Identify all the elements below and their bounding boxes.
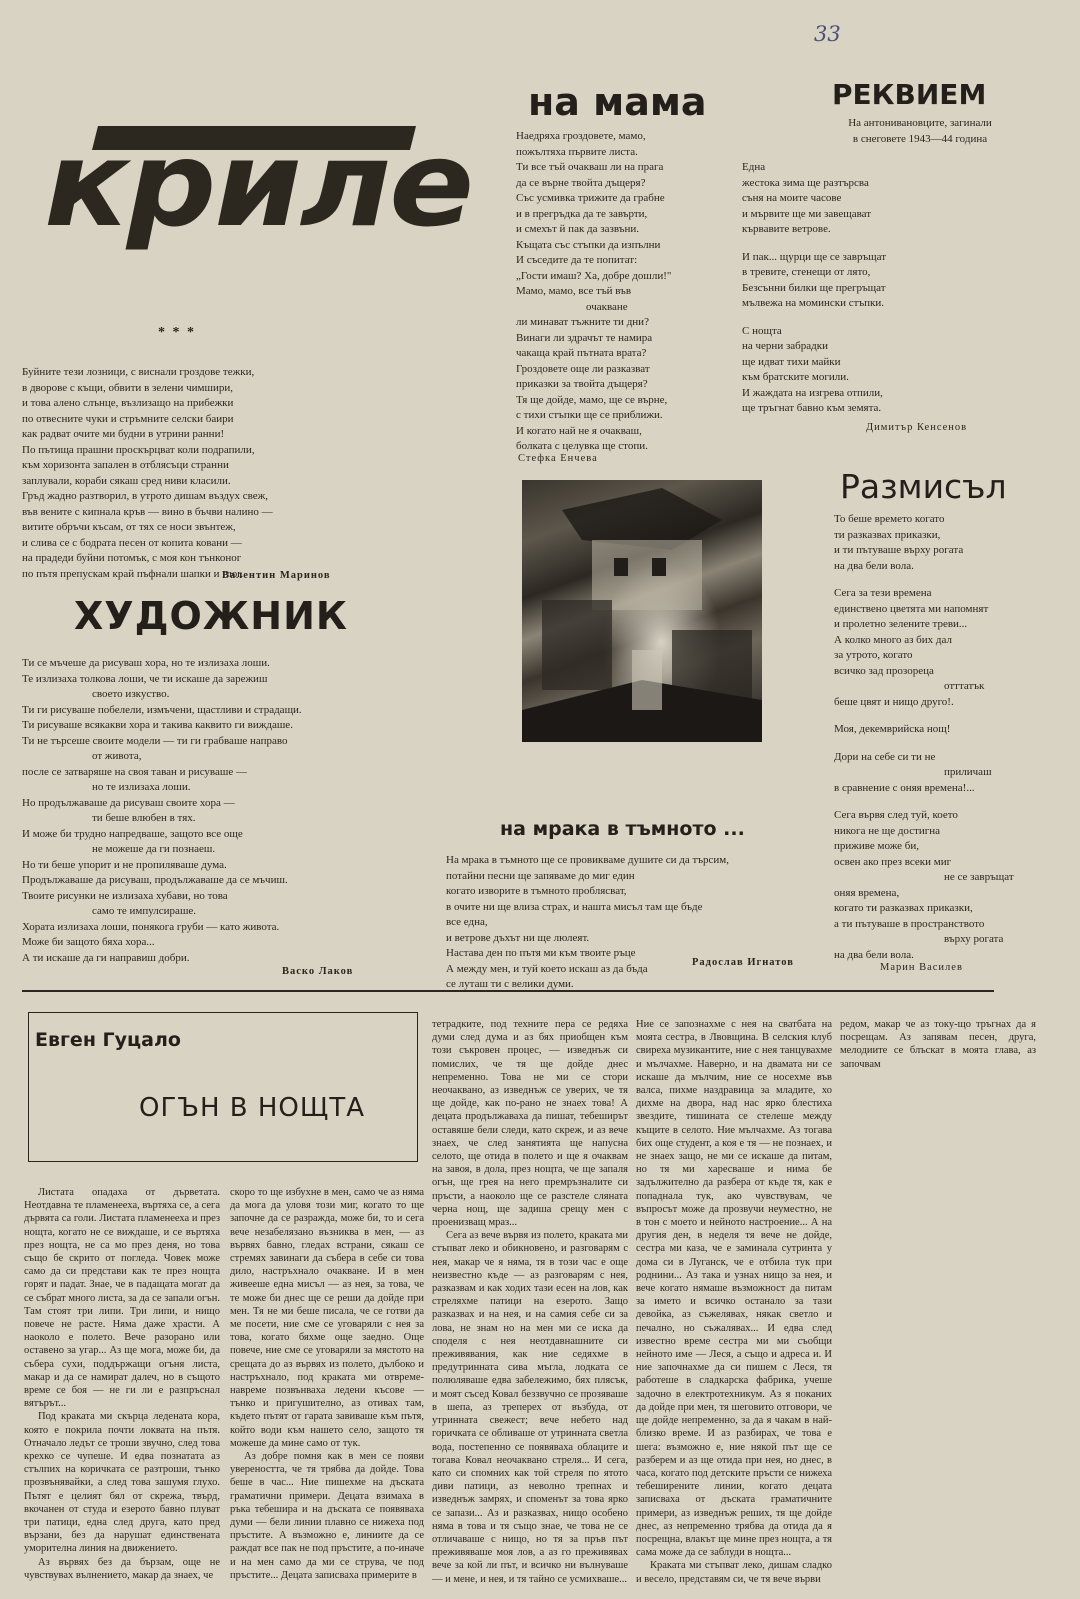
poem-line: То беше времето когато: [834, 513, 945, 525]
poem-line: Хората излизаха лоши, понякога груби — като живота.: [22, 920, 280, 933]
poem-line: и мървите ще ми завещават: [742, 207, 872, 220]
poem-line: и ветрове дъхът ни ще люлеят.: [446, 931, 590, 944]
poem-line: ти разказвах приказки,: [834, 528, 941, 541]
dedication-line: На антонивановците, загинали: [848, 117, 992, 129]
poem-line: Настава ден по пътя ми към твоите ръце: [446, 947, 636, 959]
poem-line: Със усмивка трижите да грабне: [516, 192, 665, 204]
author-marinov: Валентин Маринов: [222, 570, 331, 581]
poem-line: не можеше да ги познаеш.: [92, 843, 216, 855]
poem-line: А между мен, и туй което искаш аз да бъда: [446, 962, 648, 975]
story-column-3: [432, 1018, 628, 1588]
page-number: 33: [814, 22, 841, 46]
photo-house-icon: [522, 480, 762, 742]
poem-line: Наедряха гроздовете, мамо,: [516, 130, 646, 142]
poem-line: във вените с кипнала кръв — вино в бъчви налино —: [22, 505, 273, 518]
story-paragraph: скоро то ще избухне в мен, само че аз няма да мога да уловя този миг, когато то ще започне да се разражда, може би, то и сега вече незабелязано възниква в мен, — аз вървях бавно, гледах встрани, сякаш се стремях завинаги да събера в себе си това дило, настръхнало очакване. И в мен живееше една мисъл — аз нея, за това, че те може би днес ще се реши да дойде при мен. Тя не ми беше писала, че се готви да ме посети, ние сме се уговаряли с нея за това, когато бяхме още заедно. Още повече, ние сме се уговаряли за мястото на срещата до аз вървях из полето, дълбоко и настръхнало, под краката ми отвреме-навреме позвънваха ледени късове — тънко и пригушително, аз отивах там, където пътят от гарата завиваше към пътя, който води към нашето село, защото тя можеше да мине само от тук.: [230, 1187, 424, 1449]
section-divider: [22, 990, 994, 992]
poem-line: върху рогата: [944, 933, 1004, 945]
poem-line: Твоите рисунки не излизаха хубави, но това: [22, 889, 228, 902]
poem-line: само те импулсираше.: [92, 905, 197, 917]
poem-line: И когато най не я очакваш,: [516, 424, 642, 437]
poem-rekviem: [742, 160, 982, 417]
poem-line: в тревите, стенещи от лято,: [742, 266, 871, 278]
poem-line: Ти рисуваше всякакви хора и такива каквито ги виждаше.: [22, 719, 293, 731]
poem-line: в очите ни ще влиза страх, и нашта мисъл там ще бъде: [446, 900, 703, 913]
poem-line: „Гости имаш? Ха, добре дошли!": [516, 269, 672, 282]
poem-line: Те излизаха толкова лоши, че ти искаше да зарежиш: [22, 672, 268, 685]
rekviem-dedication: [820, 116, 1020, 147]
poem-line: Сега за тези времена: [834, 587, 932, 599]
poem-line: Една: [742, 161, 766, 173]
story-title: ОГЪН В НОЩТА: [139, 1093, 366, 1123]
poem-line: а ти пътуваше в пространството: [834, 917, 985, 930]
poem-line: И може би трудно напредваше, защото все още: [22, 827, 243, 840]
poem-line: към братските могили.: [742, 371, 849, 383]
poem-line: Тя ще дойде, мамо, ще се върне,: [516, 393, 668, 406]
poem-line: Ти все тъй очакваш ли на прага: [516, 161, 664, 173]
poem-line: да се върне твойта дъщеря?: [516, 176, 646, 189]
story-paragraph: Ние се запознахме с нея на сватбата на моята сестра, в Лвовщина. В селския клуб свиреха музикантите, ние с нея танцувахме и мълчахме. Наверно, и на двамата ни се искаше да мълчим, ние се носехме във валса, пихме наздравица за младите, хо дихме на двора, над нас ярко блестиха звездите, тишината се стелеше между къщите в селото. Ние мълчахме. Аз тогава бих още студент, а коя е тя — не познаех, и не знаех защо, не ми се искаше да питам, но тя ми харесваше и нима бе задължително да разбера от къде тя, как е попаднала тук, ако чувствувам, че въпросът може да прозвучи неуместно, не в тон с моето и нейното настроение... А на другия ден, в неделя тя вече не дойде, сестра ми каза, че е заминала сутринта у дома си в Луганск, че е отбила тук при роднини... Аз така и узнах нищо за нея, и вече когато нямаше възможност да питам за името и всичко останало за тази девойка, аз съжелявах, някак светло и печално, но съжалявах... И едва след известно време сестра ми ми съобщи нейното име — Леся, а също и адреса и. И ние започнахме да си пишем с Леся, тя работеше в сладкарска фабрика, учеше задочно в електротехникум. Аз я поканих да дойде при мен, тя шеговито отговори, че ще дойде непременно, за да я чакам в най-близко време. И аз разбирах, че това е шега: възможно е, ние някой път ще се разберем и аз ще отида при нея, но днес, в часа, когато под детските пръсти се нижеха тебеширените линии, когато децата записваха от дъската граматичните примери, аз изведнъж реших, тя ще дойде днес, аз непременно трябва да отида да я посрещна, влакът ще мине през нощта, а тя сама може да се заблуди в нощта...: [636, 1019, 832, 1559]
title-rekviem: РЕКВИЕМ: [832, 78, 987, 111]
poem-line: С нощта: [742, 324, 782, 337]
poem-line: когато изворите в тъмното проблясват,: [446, 885, 627, 897]
dedication-line: в снеговете 1943—44 година: [852, 132, 988, 145]
poem-line: към хоризонта запален в отблясъци странни: [22, 459, 229, 471]
poem-line: заплували, кораби сякаш сред ниви класили.: [22, 474, 231, 487]
poem-line: с тихи стъпки ще се приближи.: [516, 409, 663, 421]
poem-na-mama-lines: [516, 129, 726, 455]
masthead-title: крилe: [44, 115, 472, 253]
title-hudozhnik: ХУДОЖНИК: [74, 594, 348, 638]
poem-line: всичко зад прозореца: [834, 664, 934, 677]
poem-line: Продължаваше да рисуваш, продължаваше да се мъчиш.: [22, 874, 288, 886]
poem-line: съня на моите часове: [742, 192, 842, 204]
stanza-gap: [834, 710, 1064, 722]
poem-line: А ти искаше да ги направиш добри.: [22, 951, 190, 964]
stanza-gap: [742, 312, 982, 324]
poem-line: оняя времена,: [834, 886, 900, 899]
poem-line: Мамо, мамо, все тъй във: [516, 285, 632, 297]
author-lakov: Васко Лаков: [282, 966, 354, 977]
poem-line: по отвесните чуки и стръмните селски баири: [22, 412, 234, 425]
poem-line: в дворове с къщи, обвити в зелени чимшири,: [22, 381, 234, 394]
village-photo: [522, 480, 762, 742]
poem-na-mama: [516, 129, 726, 455]
poem-na-mraka-lines: [446, 853, 806, 993]
poem-line: после се затваряше на своя таван и рисуваше —: [22, 765, 247, 778]
poem-line: Гръд жадно разтворил, в утрото дишам въздух свеж,: [22, 490, 268, 502]
poem-razmisal: [834, 512, 1064, 963]
poem-line: Винаги ли здрачът те намира: [516, 331, 653, 344]
poem-line: все една,: [446, 916, 488, 928]
poem-line: по пътя препускам край пъфнали шапки и глог.: [22, 567, 244, 580]
poem-razmisal-lines: [834, 512, 1064, 963]
poem-line: пожълтяха първите листа.: [516, 145, 638, 158]
story-paragraph: тетрадките, под техните пера се редяха думи след дума и аз бях приобщен към този съкровен процес, — изведнъж си помислих, че тя ще дойде днес непременно. Това не ми се стори неочаквано, аз изведнъж се уверих, че тя ще дойде, как по-рано не знаех това! А децата продължаваха да пишат, тебеширът оставяше бели следи, като скреж, и аз вече знаех, че след занятията ще напусна селото, ще отида в полето и ще я очаквам на завоя, в дола, през нощта, че ще запаля огън, ще грея на него премръзналите си пръсти, а наоколо ще се разстеле сляната черна нощ, ще задиша срещу мен с проенизващ мраз...: [432, 1019, 628, 1229]
poem-line: Ти не търсеше своите модели — ти ги грабваше направо: [22, 734, 288, 747]
poem-line: Но продължаваше да рисуваш своите хора —: [22, 796, 235, 809]
poem-line: очакване: [586, 300, 628, 313]
poem-line: единствено цветята ми напомнят: [834, 602, 989, 615]
poem-line: отттатък: [944, 680, 985, 692]
author-kensenov: Димитър Кенсенов: [866, 422, 968, 433]
author-ignatov: Радослав Игнатов: [692, 957, 794, 968]
poem-line: приличаш: [944, 766, 992, 778]
poem-line: приживе може би,: [834, 840, 920, 852]
poem-stars-lines: [22, 365, 374, 582]
poem-line: на два бели вола.: [834, 559, 914, 572]
story-paragraph: Сега аз вече вървя из полето, краката ми стъпват леко и обикновено, и разговарям с нея, макар че я няма, тя в този час е още неизвестно къде — аз разговарям с нея, разказвам и как ходих тази есен на лов, как стреляхме патици на езерото. Защо разказвах и на нея, и на самия себе си за лова, не знам но на мен ми се иска да споделя с нея неотдавнашните си преживявания, как ние седяхме в предутринната сива мъгла, лодката се полюляваше едва забележимо, бях плясък, и моят съсед Ковал беззвучно се прозяваше в шепа, аз треперех от възбуда, от утринната свежест; вече небето над горичката се обливаше от утринната светла вода, постепенно се появяваха облаците и тогава Ковал неочаквано стреля... И сега, като си спомних как той стреля по ятото диви патици, аз неволно трепнах и изведнъж замрях, и споменът за това ярко се запази... Аз и разказвах, нищо особено няма в това и тя също знае, че това не се отличаваше с нищо, но тя за пръв път преживяваше моя лов, а аз го преживявах вече за кой ли път, и всичко ни вълнуваше — и мене, и нея, и тя тайно се усмихваше...: [432, 1230, 628, 1585]
poem-line: На мрака в тъмното ще се провикваме душите си да търсим,: [446, 854, 729, 866]
poem-stars: [22, 365, 374, 582]
poem-line: ти беше влюбен в тях.: [92, 812, 196, 824]
section-stars: * * *: [158, 325, 196, 340]
poem-line: своето изкуство.: [92, 688, 170, 700]
author-encheva: Стефка Енчева: [518, 453, 598, 464]
poem-line: потайни песни ще запяваме до миг един: [446, 869, 635, 882]
poem-line: мълвежа на момински стъпки.: [742, 297, 884, 309]
poem-line: и ти пътуваше върху рогата: [834, 544, 964, 556]
poem-line: ще тръгнат бавно към земята.: [742, 402, 882, 414]
story-column-4: [636, 1018, 832, 1588]
story-paragraph: Краката ми стъпват леко, дишам сладко и весело, представям си, че тя вече върви: [636, 1560, 832, 1585]
poem-line: ще идват тихи майки: [742, 355, 841, 368]
story-paragraph: Листата опадаха от дърветата. Неотдавна те пламенееха, въртяха се, а сега дървята са голи. Листата пламенееха и през нощта, когато не се виждаше, и се въртяха през нощта, не са мо през деня, но това също бе скрито от погледа. Човек може само да си представи как те през нощта горят и падат. Знае, че в падащата могат да се събрат много листа, за да се запали огън. Там стоят три липи. Три липи, и нищо повече не расте. Няма даже храсти. А наоколо е полето. Вече разорано или оставено за угар... Аз ще мога, може би, да събера сухи, поддържащи огъня листа, макар и да се намират далеч, но в същото време се боя — не ги ли е разпръснал вятърът...: [24, 1187, 220, 1410]
poem-rekviem-lines: [742, 160, 982, 417]
poem-hudozhnik-lines: [22, 656, 382, 966]
stanza-gap: [742, 238, 982, 250]
poem-line: витите обръчи късам, от тях се носи звънтеж,: [22, 521, 236, 533]
poem-line: А колко много аз бих дал: [834, 633, 952, 646]
poem-line: По пътища прашни проскърцват коли подрапили,: [22, 443, 255, 456]
poem-line: никога не ще достигна: [834, 824, 941, 837]
poem-line: И съседите да те попитат:: [516, 254, 638, 266]
story-author: Евген Гуцало: [35, 1029, 181, 1051]
poem-line: от живота,: [92, 750, 142, 762]
poem-line: Гроздовете още ли разказват: [516, 362, 650, 375]
poem-na-mraka: [446, 853, 806, 993]
poem-line: болката с целувка ще стопи.: [516, 440, 648, 452]
title-na-mama: на мама: [528, 80, 707, 124]
poem-line: на прадеди буйни потомък, с моя кон тънконог: [22, 552, 242, 564]
poem-line: Къщата със стъпки да изпълни: [516, 238, 661, 251]
poem-line: И жаждата на изгрева отпили,: [742, 386, 883, 399]
stanza-gap: [834, 738, 1064, 750]
poem-line: И пак... щурци ще се завръщат: [742, 250, 887, 263]
poem-hudozhnik: [22, 656, 382, 966]
story-column-2: [230, 1186, 424, 1588]
poem-line: ли минават тъжните ти дни?: [516, 316, 649, 328]
poem-line: Може би защото бяха хора...: [22, 936, 155, 948]
poem-line: приказки за твойта дъщеря?: [516, 378, 648, 390]
poem-line: Ти ги рисуваше побелели, измъчени, щастливи и страдащи.: [22, 703, 302, 716]
poem-line: как радват очите ми будни в утрини ранни!: [22, 428, 225, 440]
poem-line: за утрото, когато: [834, 649, 913, 661]
poem-line: в сравнение с оняя времена!...: [834, 781, 975, 794]
story-paragraph: Аз вървях без да бързам, още не чувствувах вълнението, макар да знаех, че: [24, 1556, 220, 1581]
poem-line: и пролетно зелените треви...: [834, 618, 968, 630]
poem-line: и смехът й пак да зазвъни.: [516, 223, 639, 235]
poem-line: не се завръщат: [944, 871, 1014, 883]
poem-line: Ти се мъчеше да рисуваш хора, но те излизаха лоши.: [22, 657, 270, 669]
title-razmisal: Размисъл: [840, 467, 1007, 506]
story-paragraph: редом, макар че аз току-що тръгнах да я посрещам. Аз запявам песен, друга, мелодиите се блъскат в моята глава, аз започвам: [840, 1019, 1036, 1070]
poem-line: Буйните тези лозници, с виснали гроздове тежки,: [22, 366, 255, 378]
poem-line: кървавите ветрове.: [742, 223, 831, 235]
poem-line: беше цвят и нищо друго!.: [834, 695, 954, 708]
poem-line: но те излизаха лоши.: [92, 781, 191, 793]
poem-line: чакаща край пътната врата?: [516, 347, 647, 359]
story-body: [20, 1018, 1060, 1588]
poem-line: се луташ ти с велики думи.: [446, 978, 574, 990]
poem-line: освен ако през всеки миг: [834, 855, 952, 868]
poem-line: когато ти разказвах приказки,: [834, 902, 973, 914]
poem-line: Безсънни билки ще прегръщат: [742, 281, 886, 294]
stanza-gap: [834, 574, 1064, 586]
stanza-gap: [834, 796, 1064, 808]
poem-line: и това алено слънце, възлизащо на прибежки: [22, 397, 234, 409]
poem-line: и в прегръдка да те завърти,: [516, 207, 648, 220]
poem-line: Дори на себе си ти не: [834, 750, 936, 763]
poem-line: Но ти беше упорит и не пропиляваше дума.: [22, 858, 227, 871]
story-column-1: [24, 1186, 220, 1588]
author-vasilev: Марин Василев: [880, 962, 963, 973]
story-paragraph: Под краката ми скърца ледената кора, която е покрила почти локвата на пътя. Отначало ледът се троши звучно, след това крехко се чупеше. И едва познатата аз стълпих на коричката се разтроши, тънко прозвънявайки, а след това зашумя глухо. Пътят е целият бял от скрежа, твърд, вкочанен от студа и езерото бавно плуват три патици, една след друга, като пред вързани, без да нарушат единствената уморителна линия на движението.: [24, 1411, 220, 1555]
title-na-mraka: на мрака в тъмното ...: [500, 818, 745, 840]
poem-line: на черни забрадки: [742, 340, 828, 352]
poem-line: на два бели вола.: [834, 948, 914, 961]
poem-line: и слива се с бодрата песен от копита ковани —: [22, 536, 242, 549]
poem-line: Сега вървя след туй, което: [834, 809, 958, 821]
poem-line: жестока зима ще разтърсва: [742, 176, 869, 189]
story-column-5: [840, 1018, 1036, 1588]
poem-line: Моя, декемврийска нощ!: [834, 723, 951, 735]
story-paragraph: Аз добре помня как в мен се появи увереността, че тя трябва да дойде. Това беше в час... Ние пишехме на дъската граматични примери. Децата взимаха в ръка тебешира и на дъската се появяваха думи — бели линии плавно се нижеха под пръстите. А възможно е, линиите да се раждат все пак не под пръстите, а по-иначе и на мен само да ми се струва, че под пръстите... Децата записваха примерите в: [230, 1451, 424, 1581]
